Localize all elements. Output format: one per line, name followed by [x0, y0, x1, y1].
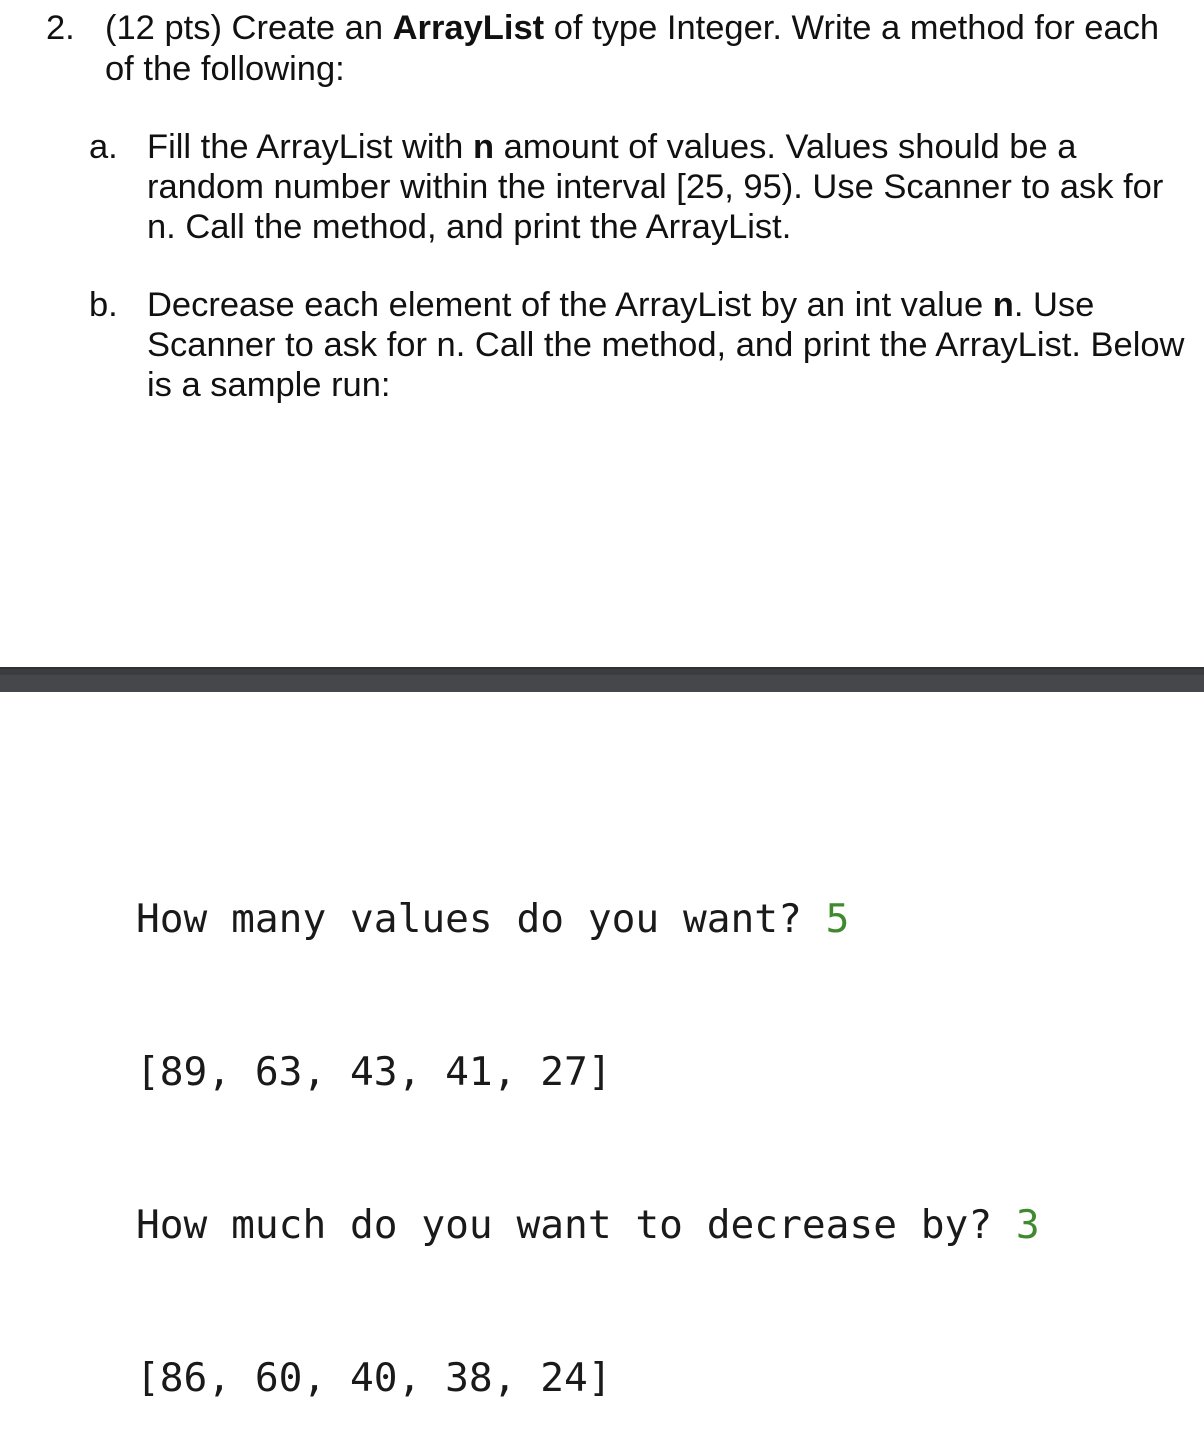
part-a-label: a. — [89, 128, 118, 166]
part-a-bold-n: n — [472, 128, 495, 166]
sample-run-console — [136, 792, 1040, 1455]
part-b-text-1: Decrease each element of the ArrayList by an int value — [147, 286, 993, 324]
screenshot-divider — [0, 667, 1204, 692]
console-line-1 — [136, 894, 1040, 945]
part-b-bold-n: n — [992, 286, 1014, 324]
part-b-text-2: . Use Scanner to ask for n. Call the method, and print the ArrayList. Below is a sample run: — [147, 286, 1185, 404]
console-prompt-2: How much do you want to decrease by? — [136, 1202, 1016, 1248]
console-output-1: [89, 63, 43, 41, 27] — [136, 1049, 612, 1095]
question-number: 2. — [46, 9, 75, 47]
console-prompt-1: How many values do you want? — [136, 896, 826, 942]
part-a-text — [147, 127, 1189, 247]
part-b-label: b. — [89, 286, 118, 324]
question-2 — [46, 8, 1186, 89]
part-a-text-1: Fill the ArrayList with — [147, 128, 473, 166]
console-output-2: [86, 60, 40, 38, 24] — [136, 1355, 612, 1401]
part-a — [89, 127, 1189, 247]
part-b-text — [147, 285, 1189, 405]
question-text — [105, 8, 1186, 89]
part-b — [89, 285, 1189, 405]
console-input-2: 3 — [1015, 1202, 1040, 1248]
console-input-1: 5 — [825, 896, 850, 942]
question-bold-term: ArrayList — [392, 9, 545, 47]
question-points-text: (12 pts) Create an — [105, 9, 393, 47]
console-line-3 — [136, 1200, 1040, 1251]
part-a-text-2: amount of values. Values should be a random number within the interval [25, 95). Use Scanner to ask for n. Call the method, and print the ArrayList. — [147, 128, 1164, 246]
question-rest-text: of type Integer. Write a method for each of the following: — [105, 9, 1160, 88]
